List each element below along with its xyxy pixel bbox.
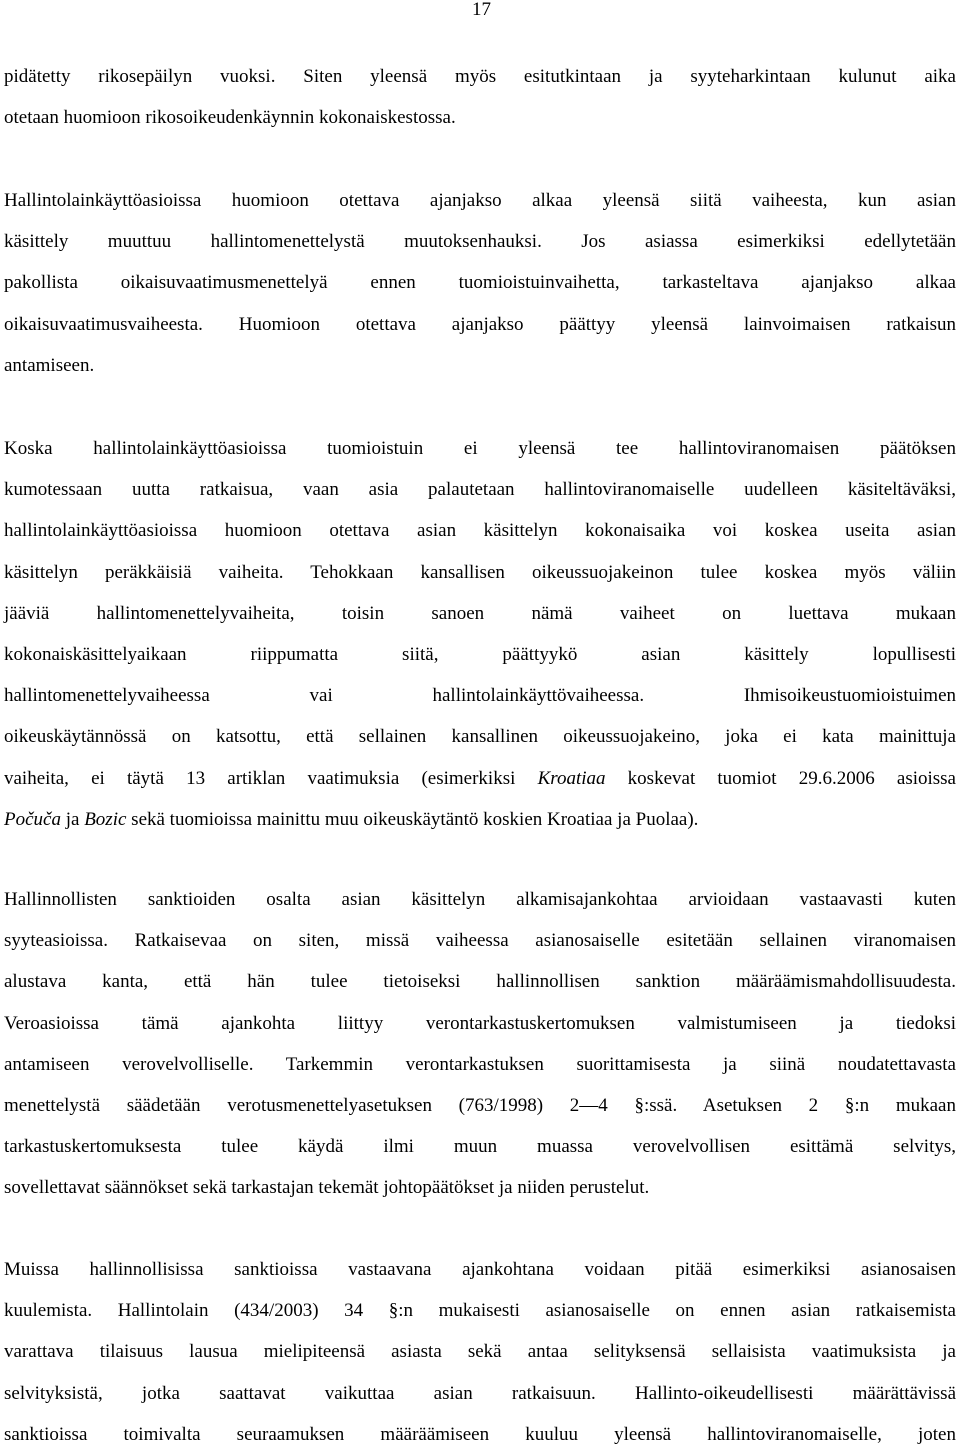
paragraph-administrative-start (4, 180, 956, 386)
page-number: 17 (472, 0, 491, 20)
text-line: Koska hallintolainkäyttöasioissa tuomioistuin ei yleensä tee hallintoviranomaisen päätöksen (4, 438, 956, 459)
text-line: kokonaiskäsittelyaikaan riippumatta siitä, päättyykö asian käsittely lopullisesti (4, 643, 956, 665)
text-line-with-case-citation (4, 758, 956, 799)
text-line: alustava kanta, että hän tulee tietoiseksi hallinnollisen sanktion määräämismahdollisuudesta. (4, 971, 956, 993)
text-line: otetaan huomioon rikosoikeudenkäynnin kokonaiskestossa. (4, 107, 456, 129)
italic-country-name: Kroatiaa (537, 767, 606, 789)
text-run: ja (60, 808, 85, 830)
text-line: menettelystä säädetään verotusmenettelyasetuksen (763/1998) 2—4 §:ssä. Asetuksen 2 §:n mukaan (4, 1094, 956, 1116)
text-line: Veroasioissa tämä ajankohta liittyy verontarkastuskertomuksen valmistumiseen ja tiedoksi (4, 1012, 956, 1034)
text-line: käsittelyn peräkkäisiä vaiheita. Tehokkaan kansallisen oikeussuojakeinon tulee koskea myös väliin (4, 561, 956, 583)
text-line: pidätetty rikosepäilyn vuoksi. Siten yleensä myös esitutkintaan ja syyteharkintaan kulunut aika (4, 66, 956, 87)
text-line: selvityksistä, jotka saattavat vaikuttaa asian ratkaisuun. Hallinto-oikeudellisesti määrättävissä (4, 1382, 956, 1404)
text-line: antamiseen. (4, 354, 95, 376)
paragraph-other-sanctions (4, 1249, 956, 1455)
text-line: kumotessaan uutta ratkaisua, vaan asia palautetaan hallintoviranomaiselle uudelleen käsiteltäväksi, (4, 479, 956, 501)
italic-case-name: Počuča (4, 808, 61, 830)
text-line: hallintomenettelyvaiheessa vai hallintolainkäyttövaiheessa. Ihmisoikeustuomioistuimen (4, 685, 956, 707)
text-line: hallintolainkäyttöasioissa huomioon otettava asian käsittelyn kokonaisaika voi koskea useita asian (4, 520, 956, 542)
text-line: sovellettavat säännökset sekä tarkastajan tekemät johtopäätökset ja niiden perustelut. (4, 1177, 650, 1199)
text-line: antamiseen verovelvolliselle. Tarkemmin verontarkastuksen suorittamisesta ja siinä noudatettavasta (4, 1053, 956, 1075)
text-line: oikaisuvaatimusvaiheesta. Huomioon otettava ajanjakso päättyy yleensä lainvoimaisen ratkaisun (4, 313, 956, 335)
text-line-with-case-names (4, 799, 956, 840)
italic-case-name: Bozic (84, 808, 127, 830)
text-line: tarkastuskertomuksesta tulee käydä ilmi muun muassa verovelvollisen esittämä selvitys, (4, 1136, 956, 1158)
text-run: vaiheita, ei täytä 13 artiklan vaatimuksia (esimerkiksi (4, 767, 538, 789)
text-run: sekä tuomioissa mainittu muu oikeuskäytäntö koskien Kroatiaa ja Puolaa). (126, 808, 699, 830)
text-run: koskevat tuomiot 29.6.2006 asioissa (605, 767, 956, 789)
paragraph-total-duration (4, 428, 956, 840)
text-line: pakollista oikaisuvaatimusmenettelyä ennen tuomioistuinvaihetta, tarkasteltava ajanjakso alkaa (4, 272, 956, 294)
text-line: Hallinnollisten sanktioiden osalta asian käsittelyn alkamisajankohtaa arvioidaan vastaavasti kuten (4, 889, 956, 910)
text-line: varattava tilaisuus lausua mielipiteensä asiasta sekä antaa selityksensä sellaisista vaatimuksista ja (4, 1341, 956, 1363)
text-line: Muissa hallinnollisissa sanktioissa vastaavana ajankohtana voidaan pitää esimerkiksi asianosaisen (4, 1259, 956, 1280)
text-line: kuulemista. Hallintolain (434/2003) 34 §:n mukaisesti asianosaiselle on ennen asian ratkaisemista (4, 1300, 956, 1322)
text-line: syyteasioissa. Ratkaisevaa on siten, missä vaiheessa asianosaiselle esitetään sellainen viranomaisen (4, 930, 956, 952)
text-line: oikeuskäytännössä on katsottu, että sellainen kansallinen oikeussuojakeino, joka ei kata mainittuja (4, 726, 956, 748)
text-line: Hallintolainkäyttöasioissa huomioon otettava ajanjakso alkaa yleensä siitä vaiheesta, kun asian (4, 190, 956, 211)
paragraph-administrative-sanctions (4, 879, 956, 1209)
text-line: jääviä hallintomenettelyvaiheita, toisin sanoen nämä vaiheet on luettava mukaan (4, 602, 956, 624)
text-line: sanktioissa toimivalta seuraamuksen määräämiseen kuuluu yleensä hallintoviranomaiselle, joten (4, 1423, 956, 1445)
text-line: käsittely muuttuu hallintomenettelystä muutoksenhauksi. Jos asiassa esimerkiksi edellytetään (4, 231, 956, 253)
paragraph-criminal-duration (4, 56, 956, 138)
